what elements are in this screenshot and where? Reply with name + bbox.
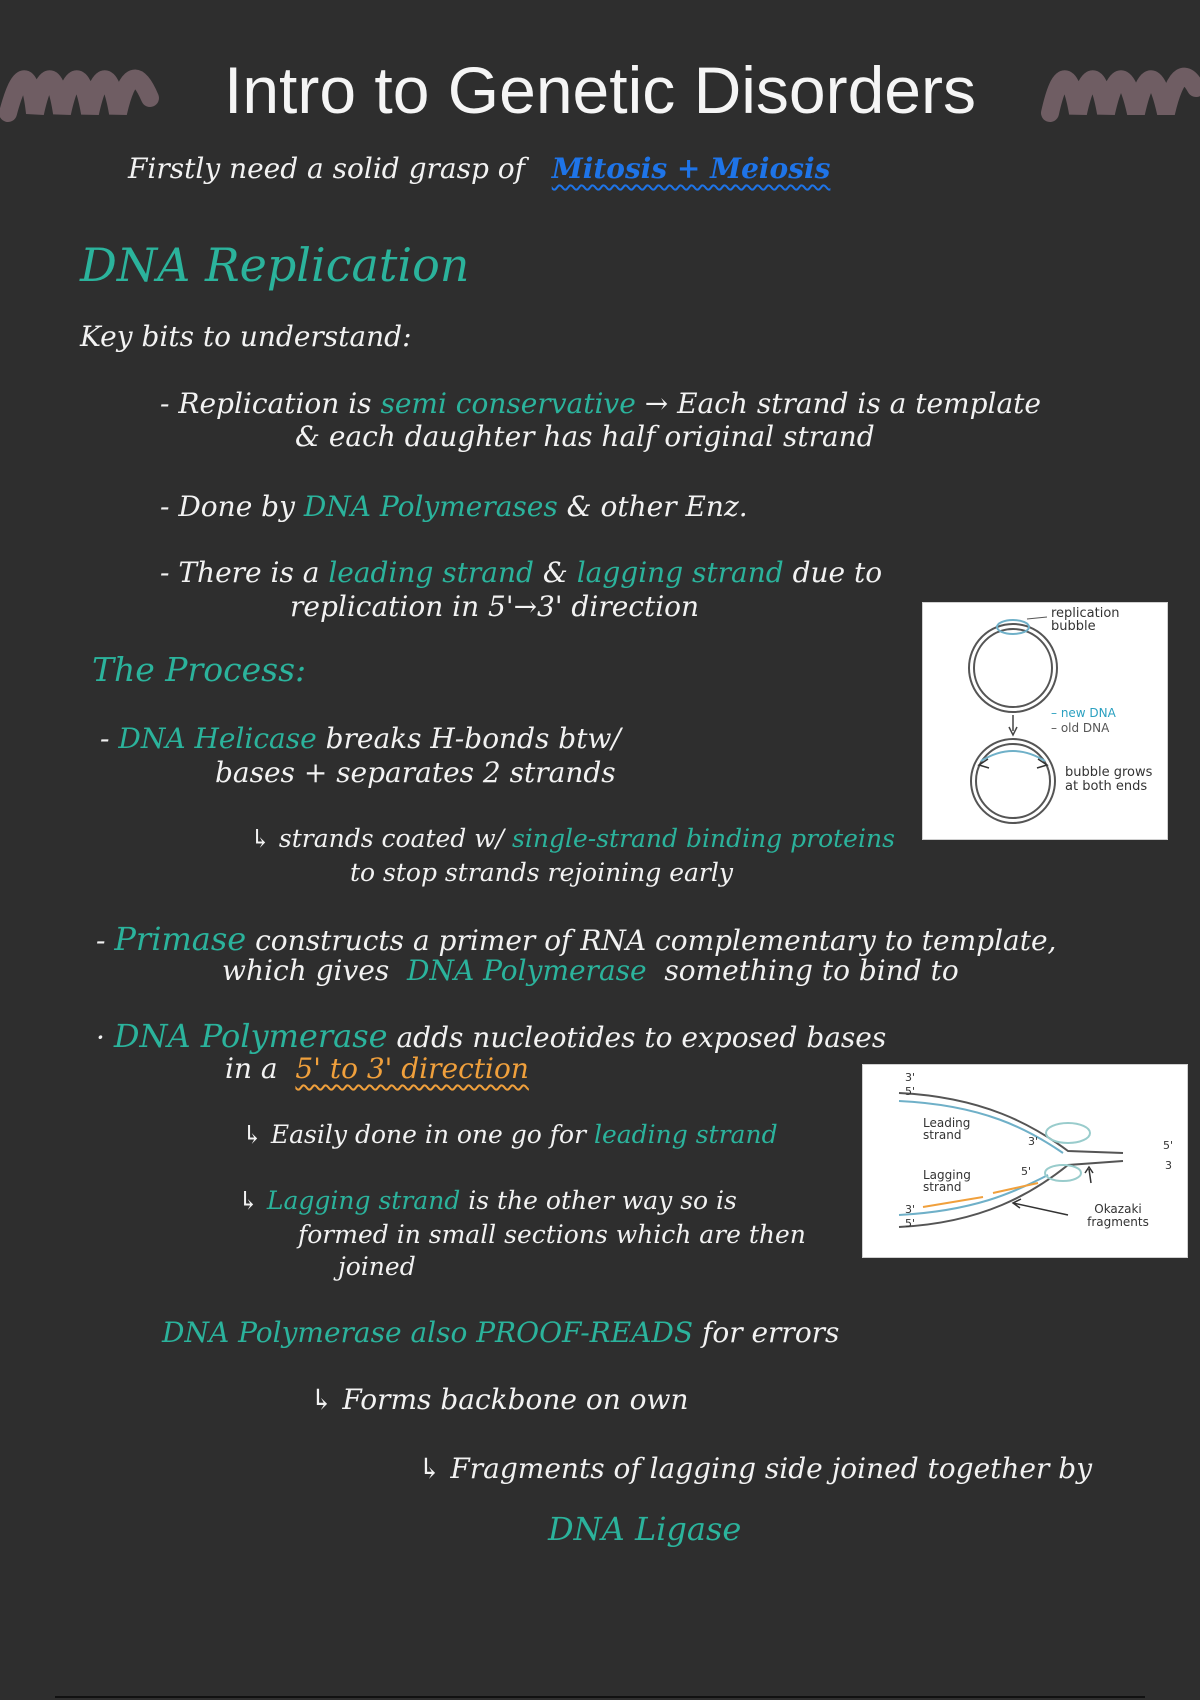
b2-pre: - Done by	[160, 490, 295, 523]
coated-pre: ↳ strands coated w/	[250, 824, 505, 853]
primase-line2-highlight: DNA Polymerase	[407, 954, 647, 987]
primase-line2-pre: which gives	[222, 954, 390, 987]
b2-post: & other Enz.	[566, 490, 748, 523]
bullet-semi-conservative	[160, 387, 1041, 420]
polymerase-post: adds nucleotides to exposed bases	[396, 1021, 887, 1054]
b2-highlight: DNA Polymerases	[303, 490, 558, 523]
coated-highlight: single-strand binding proteins	[512, 824, 895, 853]
dna-ligase-highlight: DNA Ligase	[548, 1510, 742, 1548]
lagging-note-line2: formed in small sections which are then	[298, 1220, 806, 1249]
fork-top-5: 5'	[905, 1085, 916, 1098]
primase-post: constructs a primer of RNA complementary to template,	[255, 924, 1057, 957]
lagging-note-line3: joined	[338, 1252, 416, 1281]
helicase-line: - DNA Helicase breaks H-bonds btw/	[100, 722, 621, 755]
leading-note	[242, 1120, 778, 1149]
direction-highlight: 5' to 3' direction	[295, 1052, 529, 1085]
b3-line2: replication in 5'→3' direction	[290, 590, 700, 623]
lagging-strand-label: Lagging strand	[923, 1168, 971, 1194]
b3-mid: &	[542, 556, 568, 589]
leading-strand-label: Leading strand	[923, 1116, 971, 1142]
legend-new-dna: – new DNA	[1051, 706, 1116, 720]
helicase-highlight: DNA Helicase	[118, 722, 317, 755]
polymerase-line2-pre: in a	[225, 1052, 278, 1085]
proofread-highlight: DNA Polymerase also PROOF-READS	[162, 1316, 694, 1349]
dna-replication-heading: DNA Replication	[80, 238, 470, 292]
b3-highlight-lagging: lagging strand	[576, 556, 784, 589]
fork-top-3: 3'	[905, 1071, 916, 1084]
primase-highlight: Primase	[114, 920, 247, 958]
intro-line	[128, 152, 830, 185]
key-bits-label: Key bits to understand:	[80, 320, 412, 353]
helicase-line2: bases + separates 2 strands	[215, 756, 616, 789]
replication-bubble-diagram	[923, 603, 1167, 839]
okazaki-label: Okazaki fragments	[1087, 1202, 1149, 1229]
b1-post: → Each strand is a template	[644, 387, 1041, 420]
fork-right-3: 3	[1165, 1159, 1172, 1172]
b3-pre: - There is a	[160, 556, 320, 589]
polymerase-line: · DNA Polymerase adds nucleotides to exposed bases	[96, 1017, 887, 1055]
mitosis-meiosis-link[interactable]: Mitosis + Meiosis	[551, 152, 831, 185]
leading-note-pre: ↳ Easily done in one go for	[242, 1120, 587, 1149]
b1-line2: & each daughter has half original strand	[295, 420, 875, 453]
scribble-right-decoration	[1040, 58, 1200, 128]
lagging-note-post: is the other way so is	[468, 1186, 737, 1215]
b1-highlight: semi conservative	[380, 387, 636, 420]
fragments-line: ↳ Fragments of lagging side joined together by	[418, 1452, 1093, 1485]
intro-prefix: Firstly need a solid grasp of	[128, 152, 526, 185]
backbone-line: ↳ Forms backbone on own	[310, 1383, 689, 1416]
process-heading: The Process:	[92, 650, 307, 689]
legend-old-dna: – old DNA	[1051, 721, 1110, 735]
polymerase-line2	[225, 1052, 529, 1085]
b3-post: due to	[792, 556, 883, 589]
fork-mid-3: 3'	[1028, 1135, 1039, 1148]
lagging-note-highlight: Lagging strand	[266, 1186, 461, 1215]
bubble-grows-label: bubble grows at both ends	[1065, 765, 1153, 794]
bottom-divider	[55, 1696, 1145, 1698]
proofread-post: for errors	[701, 1316, 840, 1349]
lagging-note: ↳ Lagging strand is the other way so is	[238, 1186, 737, 1215]
b3-highlight-leading: leading strand	[328, 556, 534, 589]
primase-line2-post: something to bind to	[664, 954, 959, 987]
coated-line	[250, 824, 895, 853]
b1-pre: - Replication is	[160, 387, 372, 420]
helicase-post: breaks H-bonds btw/	[325, 722, 621, 755]
coated-line2: to stop strands rejoining early	[350, 858, 733, 887]
fork-right-5: 5'	[1163, 1139, 1174, 1152]
fork-bottom-5: 5'	[905, 1217, 916, 1230]
proofread-line	[162, 1316, 839, 1349]
replication-bubble-figure	[922, 602, 1168, 840]
fork-bottom-3: 3'	[905, 1203, 916, 1216]
polymerase-highlight: DNA Polymerase	[113, 1017, 388, 1055]
bubble-label: replication bubble	[1051, 606, 1120, 634]
primase-line2	[222, 954, 959, 987]
leading-note-highlight: leading strand	[593, 1120, 778, 1149]
page-title: Intro to Genetic Disorders	[224, 53, 976, 127]
fork-mid-5: 5'	[1021, 1165, 1032, 1178]
replication-fork-figure	[862, 1064, 1188, 1258]
bullet-leading-lagging	[160, 556, 882, 589]
primase-line: - Primase constructs a primer of RNA complementary to template,	[96, 920, 1057, 958]
bullet-polymerases	[160, 490, 748, 523]
